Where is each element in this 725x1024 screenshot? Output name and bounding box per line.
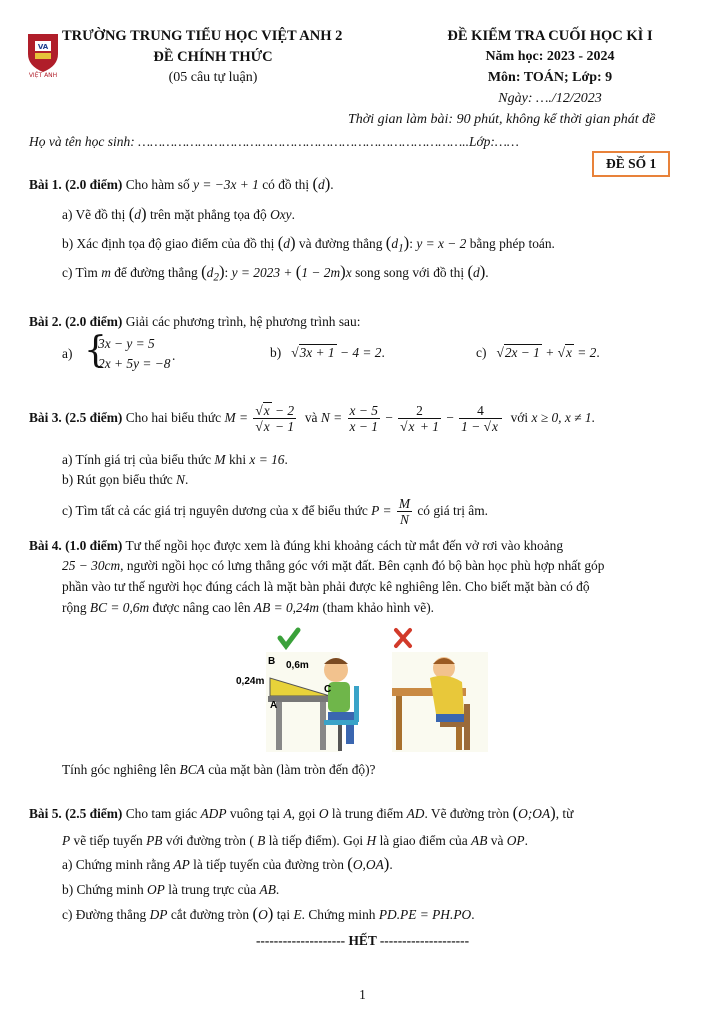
fig-label-height: 0,24m — [236, 676, 265, 687]
bai4-line2: 25 − 30cm, người ngồi học có lưng thẳng góc với mặt đất. Bên cạnh đó bộ bàn học phù hợp nhất góp — [62, 558, 605, 573]
bai4-figure — [232, 624, 492, 756]
bai2-stem: Bài 2. (2.0 điểm) Giải các phương trình, hệ phương trình sau: — [29, 314, 361, 329]
bai2-c: c) √2x − 1 + √x = 2. — [476, 345, 600, 360]
bai1-b: b) Xác định tọa độ giao điểm của đồ thị (d) và đường thẳng $(d_1)$: y = x − 2 bằng phép toán. — [62, 233, 555, 255]
bai5-title: Bài 5. (2.5 điểm) — [29, 806, 123, 821]
exam-code-box: ĐỀ SỐ 1 — [592, 151, 670, 177]
bai2-b: b) √3x + 1 − 4 = 2. — [270, 345, 385, 360]
bai4-line3: phần vào tư thế người học đúng cách là mặt bàn phải được kê nghiêng lên. Cho biết mặt bàn có độ — [62, 579, 590, 594]
bai3-stem: Bài 3. (2.5 điểm) Cho hai biểu thức M = $\frac{√x - 2}{√x - 1}$ và N = $\frac{x - 5}{x - 1}$ − $\frac{2}{√x + 1}$ − $\frac{4}{1 - √x}$ với x ≥ 0, x ≠ 1. — [29, 403, 595, 435]
bai5-stem: Bài 5. (2.5 điểm) Cho tam giác ADP vuông tại A, gọi O là trung điểm AD. Vẽ đường tròn (O;OA), từ — [29, 803, 574, 822]
school-logo — [24, 32, 62, 80]
fig-label-length: 0,6m — [286, 660, 309, 671]
end-marker: -------------------- HẾT -------------------- — [255, 933, 470, 948]
fig-label-b: B — [268, 656, 276, 667]
bai5-a: a) Chứng minh rằng AP là tiếp tuyến của đường tròn (O,OA). — [62, 854, 393, 873]
bai4-title: Bài 4. (1.0 điểm) — [29, 538, 123, 553]
school-year: Năm học: 2023 - 2024 — [485, 49, 615, 64]
exam-date: Ngày: …./12/2023 — [498, 91, 602, 106]
bai4-line1: Bài 4. (1.0 điểm) Tư thế ngồi học được xem là đúng khi khoảng cách từ mắt đến vở rơi vào khoảng — [29, 538, 564, 553]
duration: Thời gian làm bài: 90 phút, không kể thời gian phát đề — [348, 112, 656, 127]
student-line: Họ và tên học sinh: ………………………………………………………………………..Lớp:…… — [29, 134, 519, 149]
fig-label-c: C — [324, 684, 332, 695]
bai3-a: a) Tính giá trị của biểu thức M khi x = 16. — [62, 452, 288, 467]
bai3-title: Bài 3. (2.5 điểm) — [29, 409, 123, 425]
fig-label-a: A — [270, 700, 278, 711]
exam-title: ĐỀ KIỂM TRA CUỐI HỌC KÌ I — [447, 28, 653, 44]
svg-text:VA: VA — [37, 43, 49, 51]
subject: Môn: TOÁN; Lớp: 9 — [487, 70, 613, 85]
bai3-c: c) Tìm tất cả các giá trị nguyên dương của x để biểu thức P = $\frac{M}{N}$ có giá trị âm. — [62, 496, 489, 528]
logo-text: VIỆT ANH — [28, 72, 58, 79]
bai1-title: Bài 1. (2.0 điểm) — [29, 177, 123, 192]
bai1-c: c) Tìm m để đường thẳng $(d_2)$: y = 2023 + (1 − 2m)x song song với đồ thị (d). — [62, 262, 489, 284]
bai5-c: c) Đường thẳng DP cắt đường tròn (O) tại E. Chứng minh PD.PE = PH.PO. — [62, 904, 475, 923]
bai5-line2: P vẽ tiếp tuyến PB với đường tròn ( B là tiếp điểm). Gọi H là giao điểm của AB và OP. — [62, 833, 528, 848]
question-count: (05 câu tự luận) — [168, 70, 258, 85]
bai1-stem: Bài 1. (2.0 điểm) Cho hàm số y = −3x + 1 có đồ thị (d). — [29, 174, 334, 193]
bai1-a: a) Vẽ đồ thị (d) trên mặt phẳng tọa độ Oxy. — [62, 204, 295, 223]
official-label: ĐỀ CHÍNH THỨC — [153, 49, 273, 65]
page-number: 1 — [359, 987, 366, 1002]
bai4-question: Tính góc nghiêng lên BCA của mặt bàn (làm tròn đến độ)? — [62, 762, 376, 777]
bai5-b: b) Chứng minh OP là trung trực của AB. — [62, 882, 280, 897]
bai3-b: b) Rút gọn biểu thức N. — [62, 472, 189, 487]
bai2-title: Bài 2. (2.0 điểm) — [29, 314, 123, 329]
bai4-line4: rộng BC = 0,6m được nâng cao lên AB = 0,24m (tham khảo hình vẽ). — [62, 600, 435, 615]
school-name: TRƯỜNG TRUNG TIỂU HỌC VIỆT ANH 2 — [62, 28, 343, 44]
